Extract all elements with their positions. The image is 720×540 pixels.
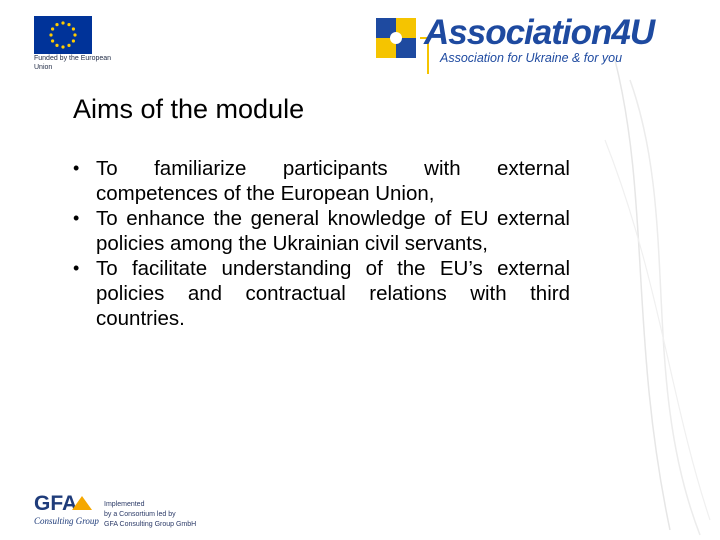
gfa-logo-subtext: Consulting Group — [34, 516, 99, 526]
caption-line: by a Consortium led by — [104, 511, 176, 518]
caption-line: GFA Consulting Group GmbH — [104, 521, 197, 528]
eu-funding-caption: Funded by the European Union — [34, 55, 112, 71]
decorative-curves — [600, 20, 720, 540]
gfa-logo-text: GFA — [34, 492, 78, 515]
brand-subtitle: Association for Ukraine & for you — [440, 51, 623, 65]
aim-item: • To facilitate understanding of the EU’s external policies and contractual relations with third countries. — [73, 256, 570, 331]
gfa-logo — [32, 484, 102, 528]
brand-title: Association4U — [424, 13, 655, 52]
page-title: Aims of the module — [73, 94, 305, 124]
implementation-caption — [104, 500, 196, 530]
aim-item: • To enhance the general knowledge of EU external policies among the Ukrainian civil servants, — [73, 206, 570, 256]
caption-line: Implemented — [104, 501, 145, 508]
aim-item: • To familiarize participants with external competences of the European Union, — [73, 156, 570, 206]
eu-flag-logo — [34, 16, 92, 54]
aims-list — [73, 156, 570, 331]
